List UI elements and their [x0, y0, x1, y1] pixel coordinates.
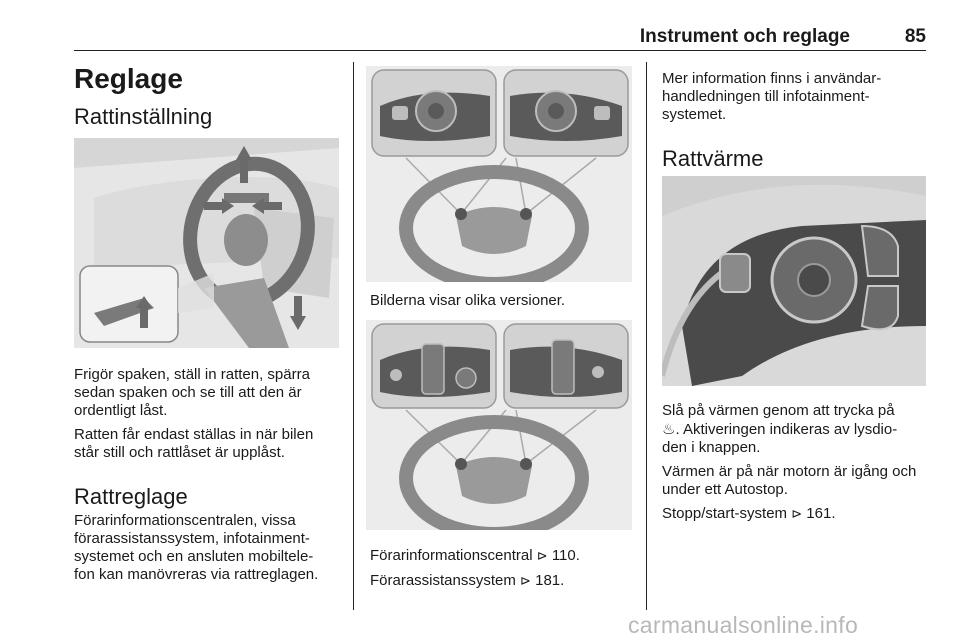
page-ref-arrow-icon: ⊳: [520, 574, 531, 589]
column-3-body: [662, 402, 932, 524]
ref-driver-assistance: [370, 570, 645, 593]
figure-steering-controls-version-1: [366, 66, 632, 282]
line: Ratten får endast ställas in när bilen: [74, 426, 314, 443]
line: Förarinformationscentralen, vissa: [74, 512, 296, 529]
section-heading-reglage: Reglage: [74, 63, 183, 94]
ref-driver-info-centre: [370, 545, 645, 568]
line: står still och rattlåset är upplåst.: [74, 444, 285, 461]
column-1: [74, 62, 344, 130]
running-title: Instrument och reglage: [639, 26, 850, 47]
heading-rattreglage: Rattreglage: [74, 484, 188, 509]
line: Mer information finns i användar-: [662, 70, 882, 87]
line: under ett Autostop.: [662, 481, 788, 498]
ref-page-link[interactable]: 110.: [551, 547, 580, 564]
paragraph-heat-on: [662, 402, 932, 457]
figure-steering-heat-button: [662, 176, 926, 386]
line: handledningen till infotainment-: [662, 88, 870, 105]
heading-rattvarme: Rattvärme: [662, 146, 764, 171]
line: systemet.: [662, 106, 727, 123]
caption-versions: Bilderna visar olika versioner.: [370, 292, 566, 309]
column-divider-right: [646, 62, 647, 610]
subheading-rattinstallning: Rattinställning: [74, 104, 213, 129]
line: den i knappen.: [662, 439, 761, 456]
line: fon kan manövreras via rattreglagen.: [74, 566, 319, 583]
line: Värmen är på när motorn är igång och: [662, 463, 917, 480]
header-rule: [74, 50, 926, 51]
page-ref-arrow-icon: ⊳: [536, 549, 548, 564]
page-ref-arrow-icon: ⊳: [791, 507, 803, 522]
steering-heat-icon: ♨: [662, 420, 676, 438]
paragraph-adjust-2: [74, 426, 344, 462]
page-number: 85: [904, 26, 926, 47]
column-divider-left: [353, 62, 354, 610]
line: Frigör spaken, ställ in ratten, spärra: [74, 366, 310, 383]
paragraph-controls: [74, 512, 344, 584]
paragraph-more-info: [662, 70, 926, 124]
column-1-body: [74, 366, 344, 584]
paragraph-adjust-1: [74, 366, 344, 420]
line: systemet och en ansluten mobiltele-: [74, 548, 314, 565]
ref-page-link[interactable]: 161.: [806, 505, 836, 522]
column-2-refs: [370, 545, 645, 593]
ref-text: Förarassistanssystem: [370, 572, 516, 589]
ref-text: Stopp/start-system: [662, 505, 788, 522]
watermark: carmanualsonline.info: [628, 612, 859, 638]
column-3: [662, 70, 926, 172]
page-header: [74, 26, 926, 50]
line: sedan spaken och se till att den är: [74, 384, 302, 401]
line: Slå på värmen genom att trycka på: [662, 402, 895, 419]
figure-steering-adjustment: [74, 138, 339, 348]
line: ordentligt låst.: [74, 402, 168, 419]
ref-stop-start: [662, 505, 932, 524]
line: förarassistanssystem, infotainment-: [74, 530, 310, 547]
line: . Aktiveringen indikeras av lysdio-: [675, 421, 898, 438]
figure-steering-controls-version-2: [366, 320, 632, 530]
ref-page-link[interactable]: 181.: [535, 572, 565, 589]
ref-text: Förarinformationscentral: [370, 547, 533, 564]
paragraph-heat-engine: [662, 463, 932, 499]
